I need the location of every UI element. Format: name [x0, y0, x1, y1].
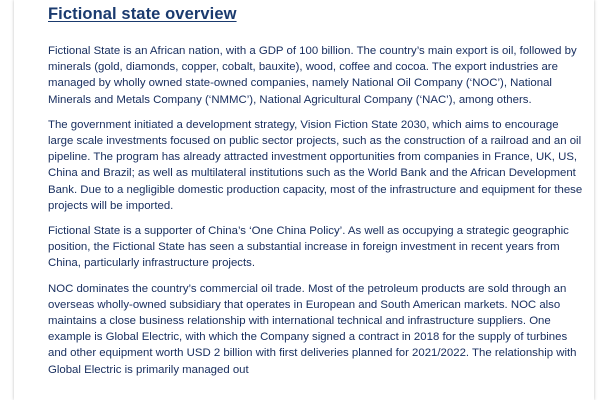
- document-body: [48, 5, 584, 387]
- paragraph-noc-trade: NOC dominates the country’s commercial oil trade. Most of the petroleum products are sold through an overseas wholly-owned subsidiary that operates in European and South American markets. NOC also maintains a close business relationship with international technical and infrastructure suppliers. One example is Global Electric, with which the Company signed a contract in 2018 for the supply of turbines and other equipment worth USD 2 billion with first deliveries planned for 2021/2022. The relationship with Global Electric is primarily managed out: [48, 282, 577, 376]
- document-title: Fictional state overview: [48, 5, 237, 23]
- paragraph-development-strategy: The government initiated a development strategy, Vision Fiction State 2030, which aims to encourage large scale investments focused on public sector projects, such as the construction of a railroad and an oil pipeline. The program has already attracted investment opportunities from companies in France, UK, US, China and Brazil; as well as multilateral institutions such as the World Bank and the African Development Bank. Due to a negligible domestic production capacity, most of the infrastructure and equipment for these projects will be imported.: [48, 118, 583, 212]
- document-page: [14, 0, 594, 400]
- paragraph-china-policy: Fictional State is a supporter of China’s ‘One China Policy’. As well as occupying a strategic geographic position, the Fictional State has seen a substantial increase in foreign investment in recent years from China, particularly infrastructure projects.: [48, 225, 569, 270]
- paragraph-overview: Fictional State is an African nation, with a GDP of 100 billion. The country’s main export is oil, followed by minerals (gold, diamonds, copper, cobalt, bauxite), wood, coffee and cocoa. The export industries are managed by wholly owned state-owned companies, namely National Oil Company (‘NOC’), National Minerals and Metals Company (‘NMMC’), National Agricultural Company (‘NAC’), among others.: [48, 45, 577, 106]
